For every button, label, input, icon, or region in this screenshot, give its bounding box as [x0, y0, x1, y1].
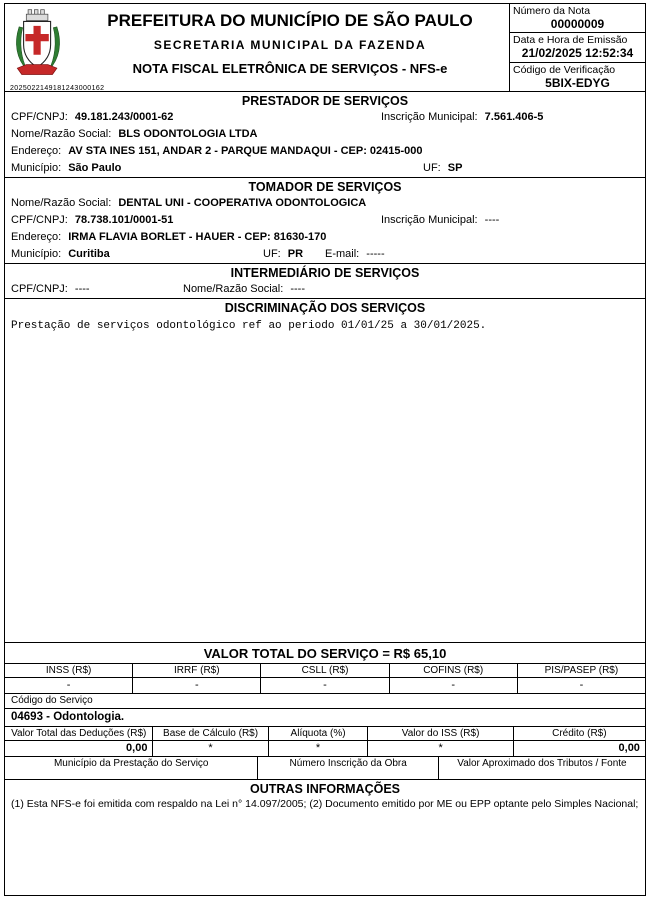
nota-number-label: Número da Nota: [513, 5, 591, 17]
tomador-im-value: ----: [484, 214, 500, 226]
tax-value-cofins: -: [451, 679, 456, 691]
prestador-municipio-label: Município:: [11, 162, 62, 174]
tomador-endereco-label: Endereço:: [11, 231, 62, 243]
prestador-uf-label: UF:: [423, 162, 441, 174]
intermediario-nome-label: Nome/Razão Social:: [183, 283, 284, 295]
tax-cell-inss: [5, 664, 133, 693]
tax-cell-irrf: [133, 664, 261, 693]
deducoes-header-base: Base de Cálculo (R$): [153, 727, 267, 741]
deducoes-cell-iss: [368, 727, 513, 756]
prestador-uf-value: SP: [447, 162, 463, 174]
discriminacao-section-title: DISCRIMINAÇÃO DOS SERVIÇOS: [224, 301, 426, 315]
deducoes-value-total: 0,00: [126, 742, 148, 754]
tomador-email-value: -----: [366, 248, 385, 260]
prestador-cpf-row: [5, 109, 645, 126]
nfse-document: [4, 3, 646, 896]
intermediario-nome-value: ----: [290, 283, 305, 295]
outras-informacoes-section: [5, 780, 645, 815]
deducoes-table: [5, 727, 645, 757]
nota-number-value: 00000009: [550, 17, 605, 31]
tax-value-pispasep: -: [579, 679, 584, 691]
tax-header-pispasep: PIS/PASEP (R$): [518, 664, 645, 678]
extra-cell-tributos-fonte: [439, 757, 645, 779]
deducoes-header-total: Valor Total das Deduções (R$): [5, 727, 152, 741]
deducoes-cell-total: [5, 727, 153, 756]
tomador-nome-row: [5, 195, 645, 212]
verification-code-label: Código de Verificação: [513, 63, 616, 76]
intermediario-cpf-value: ----: [74, 283, 90, 295]
prestador-endereco-label: Endereço:: [11, 145, 62, 157]
tomador-section-title: TOMADOR DE SERVIÇOS: [248, 180, 402, 194]
header-left-column: [5, 4, 105, 92]
prestador-municipio-row: [5, 160, 645, 177]
deducoes-cell-aliquota: [269, 727, 369, 756]
tomador-cpf-row: [5, 212, 645, 229]
codigo-servico-value: 04693 - Odontologia.: [5, 709, 645, 727]
secretariat-subtitle: SECRETARIA MUNICIPAL DA FAZENDA: [153, 38, 427, 52]
document-header: [5, 4, 645, 92]
tomador-cpf-value: 78.738.101/0001-51: [74, 214, 174, 226]
prestador-nome-value: BLS ODONTOLOGIA LTDA: [118, 128, 258, 140]
tax-value-irrf: -: [194, 679, 199, 691]
emission-datetime-value: 21/02/2025 12:52:34: [521, 46, 634, 61]
barcode-number: 2025022149181243000162: [10, 85, 105, 92]
prestador-cpf-value: 49.181.243/0001-62: [74, 111, 174, 123]
sao-paulo-coat-of-arms-icon: [10, 66, 66, 83]
tomador-municipio-label: Município:: [11, 248, 62, 260]
extra-header-municipio-prestacao: Município da Prestação do Serviço: [53, 758, 209, 769]
deducoes-header-credito: Crédito (R$): [514, 727, 645, 741]
tomador-endereco-value: IRMA FLAVIA BORLET - HAUER - CEP: 81630-170: [68, 231, 327, 243]
extra-cell-inscricao-obra: [258, 757, 438, 779]
intermediario-row: [5, 281, 645, 298]
prestador-im-label: Inscrição Municipal:: [381, 111, 478, 123]
tomador-email-label: E-mail:: [325, 248, 360, 260]
prestador-cpf-label: CPF/CNPJ:: [11, 111, 68, 123]
deducoes-value-credito: 0,00: [618, 742, 640, 754]
intermediario-cpf-label: CPF/CNPJ:: [11, 283, 68, 295]
header-info-boxes: [509, 4, 645, 91]
outras-informacoes-text: (1) Esta NFS-e foi emitida com respaldo na Lei n° 14.097/2005; (2) Documento emitido por ME ou EPP optante pelo Simples Nacional;: [11, 798, 639, 810]
extra-info-table: [5, 757, 645, 780]
header-titles: [71, 4, 509, 91]
tax-cell-cofins: [390, 664, 518, 693]
tomador-cpf-label: CPF/CNPJ:: [11, 214, 68, 226]
nota-number-box: [510, 4, 645, 33]
verification-code-box: [510, 63, 645, 91]
extra-header-tributos-fonte: Valor Aproximado dos Tributos / Fonte: [457, 758, 627, 769]
prestador-endereco-row: [5, 143, 645, 160]
prestador-municipio-value: São Paulo: [68, 162, 122, 174]
extra-cell-municipio-prestacao: [5, 757, 258, 779]
tomador-nome-label: Nome/Razão Social:: [11, 197, 112, 209]
outras-informacoes-title: OUTRAS INFORMAÇÕES: [250, 782, 400, 796]
tax-value-csll: -: [323, 679, 327, 691]
valor-total-row: VALOR TOTAL DO SERVIÇO = R$ 65,10: [5, 643, 645, 664]
deducoes-header-iss: Valor do ISS (R$): [368, 727, 512, 741]
intermediario-section-title: INTERMEDIÁRIO DE SERVIÇOS: [230, 266, 420, 280]
prestador-endereco-value: AV STA INES 151, ANDAR 2 - PARQUE MANDAQUI - CEP: 02415-000: [68, 145, 423, 157]
deducoes-cell-credito: [514, 727, 645, 756]
verification-code-value: 5BIX-EDYG: [545, 75, 610, 90]
tax-cell-pispasep: [518, 664, 645, 693]
prestador-nome-row: [5, 126, 645, 143]
tax-header-csll: CSLL (R$): [261, 664, 388, 678]
tax-header-irrf: IRRF (R$): [133, 664, 260, 678]
document-type-title: NOTA FISCAL ELETRÔNICA DE SERVIÇOS - NFS-e: [132, 61, 448, 76]
tax-value-inss: -: [66, 679, 71, 691]
deducoes-value-aliquota: *: [315, 742, 321, 754]
prestador-section: [5, 92, 645, 178]
emission-datetime-label: Data e Hora de Emissão: [513, 34, 628, 47]
prestador-section-title: PRESTADOR DE SERVIÇOS: [241, 94, 409, 108]
tomador-municipio-row: [5, 246, 645, 263]
discriminacao-section: [5, 299, 645, 643]
tax-table: [5, 664, 645, 694]
extra-header-inscricao-obra: Número Inscrição da Obra: [289, 758, 407, 769]
tax-cell-csll: [261, 664, 389, 693]
deducoes-value-iss: *: [438, 742, 443, 754]
tomador-nome-value: DENTAL UNI - COOPERATIVA ODONTOLOGICA: [118, 197, 367, 209]
tomador-municipio-value: Curitiba: [68, 248, 110, 260]
tomador-uf-value: PR: [287, 248, 304, 260]
codigo-servico-label: Código do Serviço: [5, 694, 645, 709]
emission-datetime-box: [510, 33, 645, 62]
tax-header-inss: INSS (R$): [5, 664, 132, 678]
tomador-endereco-row: [5, 229, 645, 246]
discriminacao-text: Prestação de serviços odontológico ref ao periodo 01/01/25 a 30/01/2025.: [11, 320, 487, 332]
bottom-blank-area: [5, 815, 645, 895]
prestador-nome-label: Nome/Razão Social:: [11, 128, 112, 140]
deducoes-cell-base: [153, 727, 268, 756]
deducoes-value-base: *: [208, 742, 213, 754]
prestador-im-value: 7.561.406-5: [484, 111, 544, 123]
tomador-section: [5, 178, 645, 264]
tomador-uf-label: UF:: [263, 248, 281, 260]
city-title: PREFEITURA DO MUNICÍPIO DE SÃO PAULO: [107, 11, 473, 30]
tax-header-cofins: COFINS (R$): [390, 664, 517, 678]
tomador-im-label: Inscrição Municipal:: [381, 214, 478, 226]
intermediario-section: [5, 264, 645, 299]
deducoes-header-aliquota: Alíquota (%): [269, 727, 368, 741]
